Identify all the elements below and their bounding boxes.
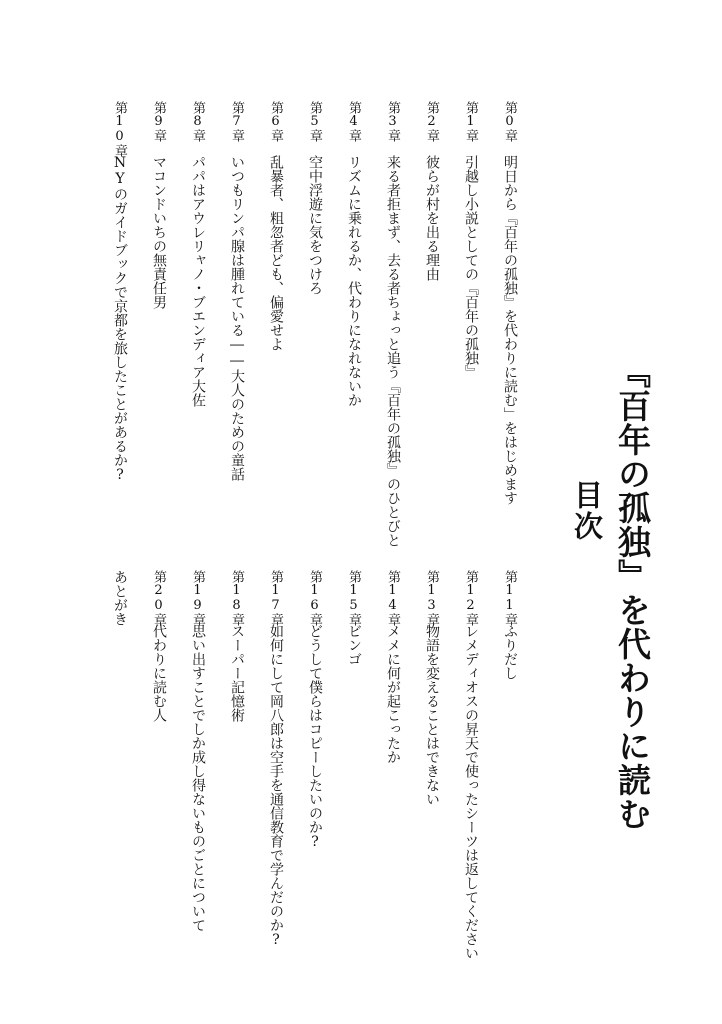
chapter-title: リズムに乗れるか、代わりになれないか (346, 155, 362, 407)
chapter-number: 第4章 (346, 101, 361, 142)
chapter-title: 明日から『百年の孤独』を代わりに読む」をはじめます (502, 155, 518, 505)
chapter-number: 第9章 (151, 101, 166, 142)
chapter-number: 第12章 (463, 570, 478, 626)
chapter-number: 第6章 (268, 101, 283, 142)
chapter-number: 第13章 (424, 570, 439, 626)
chapter-number: 第1章 (463, 101, 478, 142)
chapter-number: 第8章 (190, 101, 205, 142)
chapter-number: 第2章 (424, 101, 439, 142)
chapter-title: パパはアウレリャノ・ブエンディア大佐 (190, 155, 206, 407)
chapter-title: いつもリンパ腺は腫れている――大人のための童話 (229, 155, 245, 481)
chapter-title: どうして僕らはコピーしたいのか? (307, 624, 323, 850)
chapter-number: 第10章 (112, 101, 127, 157)
chapter-title: 空中浮遊に気をつけろ (307, 155, 323, 295)
chapter-number: 第7章 (229, 101, 244, 142)
chapter-title: 如何にして岡八郎は空手を通信教育で学んだのか? (268, 624, 284, 948)
chapter-number: 第17章 (268, 570, 283, 626)
chapter-number: 第11章 (502, 570, 517, 626)
chapter-number: 第16章 (307, 570, 322, 626)
chapter-title: 引越し小説としての『百年の孤独』 (463, 155, 479, 379)
chapter-title: NYのガイドブックで京都を旅したことがあるか? (112, 155, 128, 483)
toc-heading: 目次 (570, 480, 604, 542)
chapter-number: 第0章 (502, 101, 517, 142)
chapter-title: 代わりに読む人 (151, 624, 167, 722)
chapter-number: 第19章 (190, 570, 205, 626)
chapter-number: 第5章 (307, 101, 322, 142)
chapter-title: スーパー記憶術 (229, 624, 245, 722)
chapter-title: レメディオスの昇天で使ったシーツは返してください (463, 624, 479, 960)
chapter-title: 乱暴者、粗忽者ども、偏愛せよ (268, 155, 284, 351)
chapter-title: ビンゴ (346, 624, 362, 666)
book-title: 『百年の孤独』を代わりに読む (613, 355, 652, 831)
chapter-title: 来る者拒まず、去る者ちょっと追う『百年の孤独』のひとびと (385, 155, 401, 547)
chapter-title: メメに何が起こったか (385, 624, 401, 764)
chapter-title: ふりだし (502, 624, 518, 680)
chapter-title: 彼らが村を出る理由 (424, 155, 440, 281)
chapter-number: 第18章 (229, 570, 244, 626)
chapter-number: 第14章 (385, 570, 400, 626)
chapter-title: 物語を変えることはできない (424, 624, 440, 806)
chapter-number: 第15章 (346, 570, 361, 626)
chapter-number: 第20章 (151, 570, 166, 626)
chapter-title: マコンドいちの無責任男 (151, 155, 167, 309)
chapter-number: 第3章 (385, 101, 400, 142)
chapter-title: 思い出すことでしか成し得ないものごとについて (190, 624, 206, 932)
afterword-title: あとがき (112, 570, 128, 626)
